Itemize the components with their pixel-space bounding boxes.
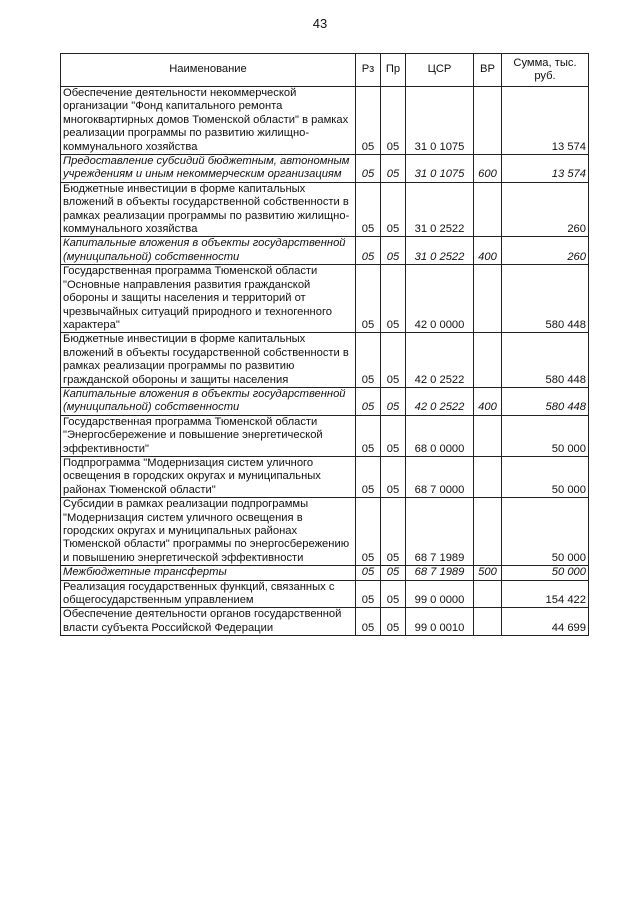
table-row xyxy=(61,333,589,388)
table-row xyxy=(61,387,589,415)
row-name: Государственная программа Тюменской области "Основные направления развития гражданской обороны и защиты населения и территорий от чрезвычайных ситуаций природного и техногенного характера" xyxy=(61,265,356,333)
row-rz: 05 xyxy=(356,265,381,333)
header-name: Наименование xyxy=(61,54,356,87)
row-name: Обеспечение деятельности органов государственной власти субъекта Российской Федерации xyxy=(61,608,356,636)
budget-table xyxy=(60,53,589,636)
table-row xyxy=(61,155,589,183)
header-pr: Пр xyxy=(381,54,406,87)
row-name: Субсидии в рамках реализации подпрограммы "Модернизация систем уличного освещения в городских округах и муниципальных районах Тюменской области" программы по энергосбережению и повышению энергетической эффективности xyxy=(61,498,356,566)
row-csr: 31 0 1075 xyxy=(406,87,474,155)
row-vr: 500 xyxy=(474,566,502,580)
row-csr: 31 0 1075 xyxy=(406,155,474,183)
row-name: Реализация государственных функций, связанных с общегосударственным управлением xyxy=(61,580,356,608)
row-name: Государственная программа Тюменской области "Энергосбережение и повышение энергетической эффективности" xyxy=(61,415,356,456)
row-sum: 580 448 xyxy=(502,333,589,388)
row-rz: 05 xyxy=(356,333,381,388)
row-rz: 05 xyxy=(356,566,381,580)
row-pr: 05 xyxy=(381,387,406,415)
row-pr: 05 xyxy=(381,456,406,497)
row-sum: 154 422 xyxy=(502,580,589,608)
row-vr xyxy=(474,415,502,456)
row-vr: 400 xyxy=(474,237,502,265)
table-row xyxy=(61,237,589,265)
row-pr: 05 xyxy=(381,580,406,608)
row-pr: 05 xyxy=(381,608,406,636)
row-sum: 50 000 xyxy=(502,566,589,580)
row-rz: 05 xyxy=(356,155,381,183)
table-row xyxy=(61,182,589,237)
row-name: Межбюджетные трансферты xyxy=(61,566,356,580)
table-row xyxy=(61,415,589,456)
row-vr xyxy=(474,265,502,333)
table-row xyxy=(61,87,589,155)
row-vr xyxy=(474,87,502,155)
row-pr: 05 xyxy=(381,415,406,456)
row-name: Капитальные вложения в объекты государственной (муниципальной) собственности xyxy=(61,237,356,265)
row-csr: 68 0 0000 xyxy=(406,415,474,456)
row-pr: 05 xyxy=(381,182,406,237)
row-vr: 400 xyxy=(474,387,502,415)
row-name: Бюджетные инвестиции в форме капитальных вложений в объекты государственной собственности в рамках реализации программы по развитию гражданской обороны и защиты населения xyxy=(61,333,356,388)
row-sum: 44 699 xyxy=(502,608,589,636)
row-pr: 05 xyxy=(381,498,406,566)
table-row xyxy=(61,498,589,566)
row-pr: 05 xyxy=(381,155,406,183)
row-sum: 580 448 xyxy=(502,387,589,415)
row-pr: 05 xyxy=(381,566,406,580)
row-rz: 05 xyxy=(356,182,381,237)
row-sum: 13 574 xyxy=(502,155,589,183)
row-name: Бюджетные инвестиции в форме капитальных вложений в объекты государственной собственности в рамках реализации программы по развитию жилищно-коммунального хозяйства xyxy=(61,182,356,237)
row-vr xyxy=(474,608,502,636)
row-sum: 50 000 xyxy=(502,498,589,566)
header-vr: ВР xyxy=(474,54,502,87)
row-pr: 05 xyxy=(381,87,406,155)
row-rz: 05 xyxy=(356,456,381,497)
table-header-row xyxy=(61,54,589,87)
row-sum: 580 448 xyxy=(502,265,589,333)
row-csr: 31 0 2522 xyxy=(406,237,474,265)
header-csr: ЦСР xyxy=(406,54,474,87)
row-rz: 05 xyxy=(356,87,381,155)
header-sum: Сумма, тыс. руб. xyxy=(502,54,589,87)
row-csr: 99 0 0010 xyxy=(406,608,474,636)
header-rz: Рз xyxy=(356,54,381,87)
row-pr: 05 xyxy=(381,265,406,333)
table-row xyxy=(61,580,589,608)
table-row xyxy=(61,608,589,636)
row-vr xyxy=(474,580,502,608)
row-csr: 68 7 0000 xyxy=(406,456,474,497)
row-rz: 05 xyxy=(356,608,381,636)
page-number: 43 xyxy=(312,16,328,31)
row-csr: 42 0 2522 xyxy=(406,387,474,415)
row-vr xyxy=(474,456,502,497)
row-csr: 42 0 2522 xyxy=(406,333,474,388)
table-row xyxy=(61,265,589,333)
row-rz: 05 xyxy=(356,580,381,608)
row-csr: 99 0 0000 xyxy=(406,580,474,608)
row-sum: 260 xyxy=(502,237,589,265)
row-sum: 13 574 xyxy=(502,87,589,155)
row-pr: 05 xyxy=(381,333,406,388)
row-name: Предоставление субсидий бюджетным, автономным учреждениям и иным некоммерческим организациям xyxy=(61,155,356,183)
row-pr: 05 xyxy=(381,237,406,265)
row-rz: 05 xyxy=(356,387,381,415)
row-rz: 05 xyxy=(356,415,381,456)
row-csr: 68 7 1989 xyxy=(406,498,474,566)
row-vr xyxy=(474,333,502,388)
row-sum: 50 000 xyxy=(502,456,589,497)
row-rz: 05 xyxy=(356,237,381,265)
row-sum: 260 xyxy=(502,182,589,237)
row-csr: 68 7 1989 xyxy=(406,566,474,580)
row-sum: 50 000 xyxy=(502,415,589,456)
row-csr: 31 0 2522 xyxy=(406,182,474,237)
row-name: Подпрограмма "Модернизация систем уличного освещения в городских округах и муниципальных районах Тюменской области" xyxy=(61,456,356,497)
row-rz: 05 xyxy=(356,498,381,566)
row-name: Капитальные вложения в объекты государственной (муниципальной) собственности xyxy=(61,387,356,415)
row-name: Обеспечение деятельности некоммерческой организации "Фонд капитального ремонта многоквартирных домов Тюменской области" в рамках реализации программы по развитию жилищно-коммунального хозяйства xyxy=(61,87,356,155)
row-vr xyxy=(474,498,502,566)
table-row xyxy=(61,456,589,497)
row-vr xyxy=(474,182,502,237)
table-row xyxy=(61,566,589,580)
row-csr: 42 0 0000 xyxy=(406,265,474,333)
row-vr: 600 xyxy=(474,155,502,183)
